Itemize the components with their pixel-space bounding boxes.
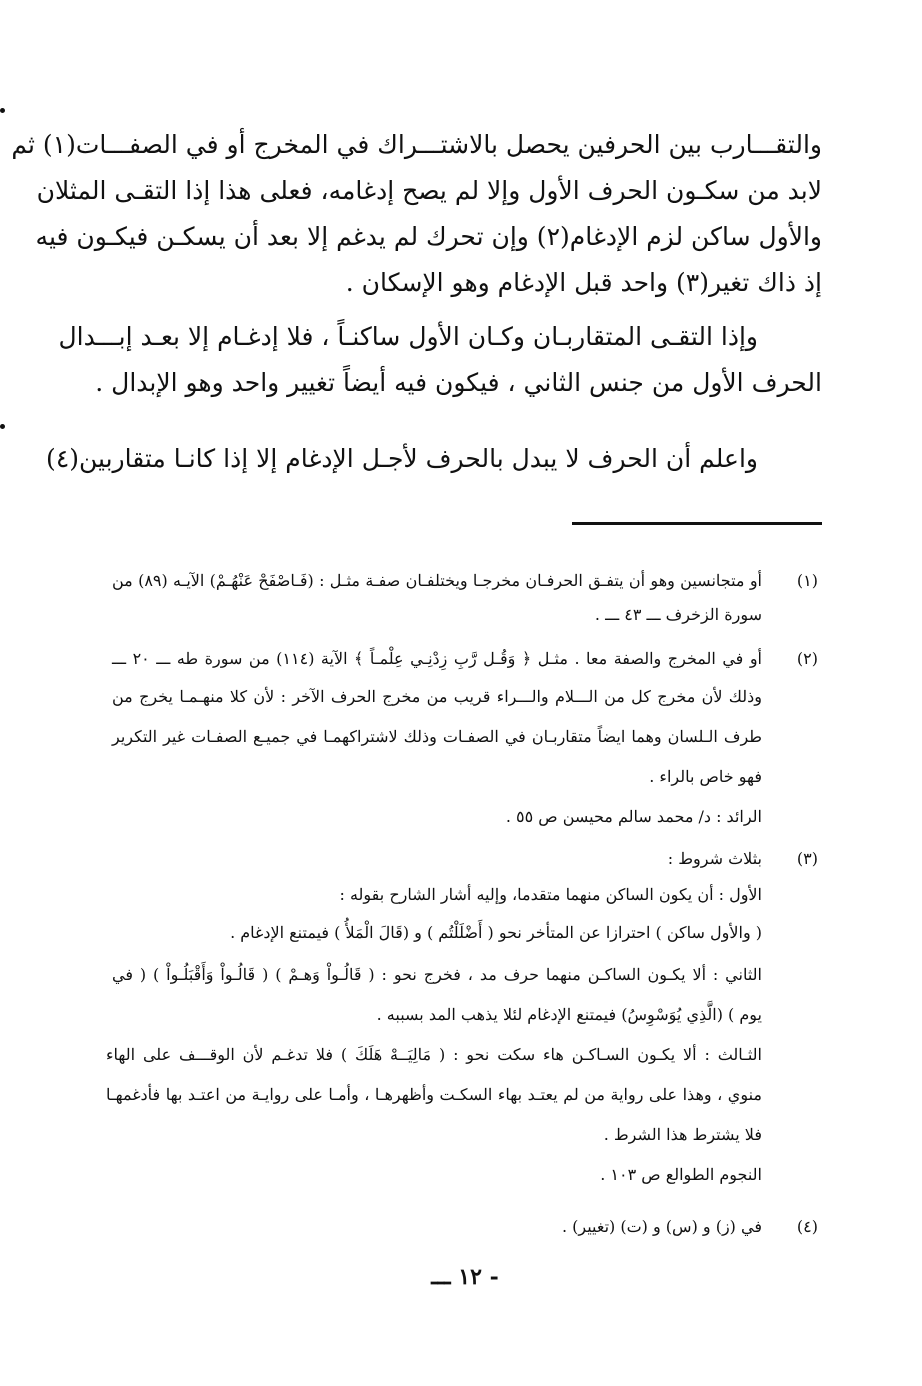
footnote-line: أو في المخرج والصفة معا . مثـل ﴿ وَقُـل رَّبِ زِدْنِـي عِلْمـاً ﴾ الآية (١١٤) من سورة طه ـــ ٢٠ ـــ: [112, 649, 762, 668]
footnote-line: في (ز) و (س) و (ت) (تغيير) .: [561, 1217, 762, 1236]
footnote-line: وذلك لأن مخرج كل من الـــلام والـــراء قريب من مخرج الحرف الآخر : لأن كلا منهـمـا يخرج من: [112, 687, 762, 706]
footnote-line: الثاني : ألا يكـون الساكـن منهما حرف مد ، فخرج نحو : ( قَالُـواْ وَهـمْ ) ( قَالُـواْ وَأَقْبَلُـواْ ) ( في: [112, 965, 762, 984]
footnote-line: طرف الـلسان وهما ايضاً متقاربـان في الصفـات وذلك لاشتراكهمـا في جميـع الصفـات غير التكرير: [112, 727, 762, 746]
footnote-line: الأول : أن يكون الساكن منهما متقدما، وإليه أشار الشارح بقوله :: [339, 885, 762, 904]
body-line: الحرف الأول من جنس الثاني ، فيكون فيه أيضاً تغيير واحد وهو الإبدال .: [95, 368, 822, 397]
footnote-number: (١): [796, 571, 818, 590]
footnote-line: النجوم الطوالع ص ١٠٣ .: [600, 1165, 762, 1184]
footnote-line: منوي ، وهذا على رواية من لم يعتـد بهاء السكـت وأظهرهـا ، وأمـا على روايـة من اعتـد بها فأدغمهـا: [106, 1085, 762, 1104]
footnote-line: الثـالث : ألا يكـون السـاكـن هاء سكت نحو : ( مَالِيَــهْ هَلَكَ ) فلا تدغـم لأن الوقـــف على الهاء: [106, 1045, 762, 1064]
margin-mark: [0, 108, 5, 113]
footnote-line: بثلاث شروط :: [667, 849, 762, 868]
footnote-line: الرائد : د/ محمد سالم محيسن ص ٥٥ .: [505, 807, 762, 826]
footnote-separator: [572, 522, 822, 525]
footnote-number: (٤): [796, 1217, 818, 1236]
body-line: إذ ذاك تغير(٣) واحد قبل الإدغام وهو الإسكان .: [345, 268, 822, 297]
page-number: - ١٢ ـــ: [431, 1264, 499, 1290]
footnote-line: ( والأول ساكن ) احترازا عن المتأخر نحو ( أَضْلَلْتُم ) و (قَالَ الْمَلأُ ) فيمتنع الإدغام .: [230, 923, 762, 942]
body-line: لابد من سكـون الحرف الأول وإلا لم يصح إدغامه، فعلى هذا إذا التقـى المثلان: [36, 176, 822, 205]
body-line: واعلم أن الحرف لا يبدل بالحرف لأجـل الإدغام إلا إذا كانـا متقاربين(٤): [46, 444, 758, 473]
footnote-line: أو متجانسين وهو أن يتفـق الحرفـان مخرجـا ويختلفـان صفـة مثـل : (فَـاصْفَحْ عَنْهُـمْ) الآيـه (٨٩) من: [112, 571, 762, 590]
footnote-line: فهو خاص بالراء .: [649, 767, 762, 786]
footnote-line: فلا يشترط هذا الشرط .: [603, 1125, 762, 1144]
footnote-number: (٣): [796, 849, 818, 868]
body-line: والأول ساكن لزم الإدغام(٢) وإن تحرك لم يدغم إلا بعد أن يسكـن فيكـون فيه: [35, 222, 822, 251]
footnote-line: يوم ) (الَّذِي يُوَسْوِسُ) فيمتنع الإدغام لئلا يذهب المد بسببه .: [376, 1005, 762, 1024]
body-line: والتقـــارب بين الحرفين يحصل بالاشتـــراك في المخرج أو في الصفـــات(١) ثم: [11, 130, 822, 159]
footnote-line: سورة الزخرف ـــ ٤٣ ـــ .: [594, 605, 762, 624]
margin-mark: [0, 424, 5, 429]
footnote-number: (٢): [796, 649, 818, 668]
body-line: وإذا التقـى المتقاربـان وكـان الأول ساكنـاً ، فلا إدغـام إلا بعـد إبـــدال: [58, 322, 758, 351]
